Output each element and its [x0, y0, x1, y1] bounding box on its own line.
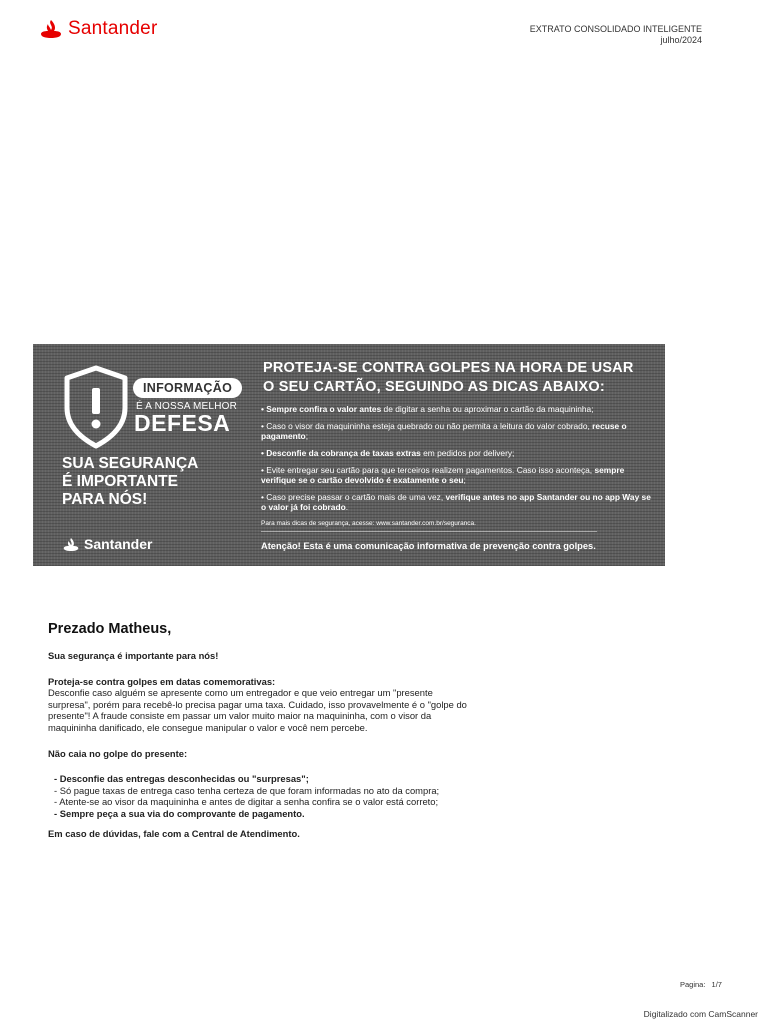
tip-text: de digitar a senha ou aproximar o cartão da maquininha;	[381, 404, 594, 414]
slogan-line: É IMPORTANTE	[62, 473, 178, 490]
tips-list	[261, 404, 656, 519]
spacer	[48, 668, 468, 676]
banner-title	[263, 359, 653, 397]
tip-bold: sempre verifique se o cartão devolvido é exatamente o seu	[261, 465, 625, 485]
santander-logo	[40, 18, 157, 40]
list-item: - Sempre peça a sua via do comprovante de pagamento.	[54, 807, 305, 819]
greeting: Prezado Matheus,	[48, 621, 172, 637]
tip-item	[261, 421, 656, 441]
info-label: INFORMAÇÃO	[133, 378, 242, 398]
slogan-line: SUA SEGURANÇA	[62, 455, 199, 472]
list-item: - Só pague taxas de entrega caso tenha certeza de que foram informadas no ato da compra;	[54, 784, 440, 796]
spacer	[48, 765, 468, 773]
section-title: Proteja-se contra golpes em datas comemorativas:	[48, 675, 276, 687]
intro-text: Sua segurança é importante para nós!	[48, 650, 219, 661]
tip-text: em pedidos por delivery;	[420, 448, 515, 458]
page-indicator	[680, 980, 722, 989]
tip-text: • Evite entregar seu cartão para que terceiros realizem pagamentos. Caso isso aconteça,	[261, 465, 595, 475]
banner-brand: Santander	[84, 536, 153, 552]
title-line: PROTEJA-SE CONTRA GOLPES NA HORA DE USAR	[263, 360, 634, 376]
tip-text: • Caso precise passar o cartão mais de uma vez,	[261, 492, 446, 502]
spacer	[48, 820, 468, 828]
tip-item	[261, 404, 656, 414]
tip-text: • Caso o visor da maquininha esteja quebrado ou não permita a leitura do valor cobrado,	[261, 421, 593, 431]
document-title: EXTRATO CONSOLIDADO INTELIGENTE	[529, 24, 702, 34]
list-item: - Atente-se ao visor da maquininha e antes de digitar a senha confira se o valor está correto;	[54, 796, 439, 808]
spacer	[48, 740, 468, 748]
tip-bold: recuse o pagamento	[261, 421, 627, 441]
warning-list	[48, 773, 468, 819]
tip-bold: • Sempre confira o valor antes	[261, 404, 382, 414]
tip-bold: • Desconfie da cobrança de taxas extras	[261, 448, 421, 458]
tip-text: ;	[463, 475, 466, 485]
tip-item	[261, 465, 656, 485]
letter-body	[48, 650, 468, 845]
tip-item	[261, 448, 656, 458]
closing-text: Em caso de dúvidas, fale com a Central de Atendimento.	[48, 827, 300, 839]
scanner-watermark: Digitalizado com CamScanner	[643, 1009, 758, 1019]
tip-text: ;	[305, 431, 309, 441]
tip-text: .	[345, 502, 349, 512]
more-info-link[interactable]: Para mais dicas de segurança, acesse: www.santander.com.br/seguranca.	[261, 520, 476, 527]
best-label: É A NOSSA MELHOR	[136, 401, 238, 412]
page-number: 1/7	[711, 980, 722, 989]
flame-icon	[40, 19, 62, 39]
document-period: julho/2024	[660, 35, 702, 45]
defense-label: DEFESA	[134, 410, 231, 436]
page-label: Pagina:	[680, 980, 706, 989]
security-slogan	[62, 455, 272, 509]
tip-bold: verifique antes no app Santander ou no app Way se o valor já foi cobrado	[261, 492, 651, 512]
attention-note: Atenção! Esta é uma comunicação informativa de prevenção contra golpes.	[261, 541, 596, 551]
banner-logo	[63, 536, 152, 552]
brand-name: Santander	[68, 18, 158, 39]
divider	[261, 531, 597, 532]
flame-icon	[63, 537, 79, 552]
warning-title: Não caia no golpe do presente:	[48, 747, 188, 759]
section-body: Desconfie caso alguém se apresente como um entregador e que veio entregar um "presente surpresa", porém para recebê-lo precisa pagar uma taxa. Cuidado, isso provavelmente é o "golpe do presente"! A fraude consiste em passar um valor muito maior na maquininha, com o visor da maquininha danificado, ele consegue manipular o valor e você nem percebe.	[48, 687, 467, 733]
document-header	[530, 24, 702, 46]
tip-item	[261, 492, 656, 512]
title-line: O SEU CARTÃO, SEGUINDO AS DICAS ABAIXO:	[263, 379, 605, 395]
slogan-line: PARA NÓS!	[62, 491, 148, 508]
security-banner	[33, 344, 665, 566]
shield-icon	[61, 364, 131, 450]
list-item: - Desconfie das entregas desconhecidas ou "surpresas";	[54, 773, 309, 785]
